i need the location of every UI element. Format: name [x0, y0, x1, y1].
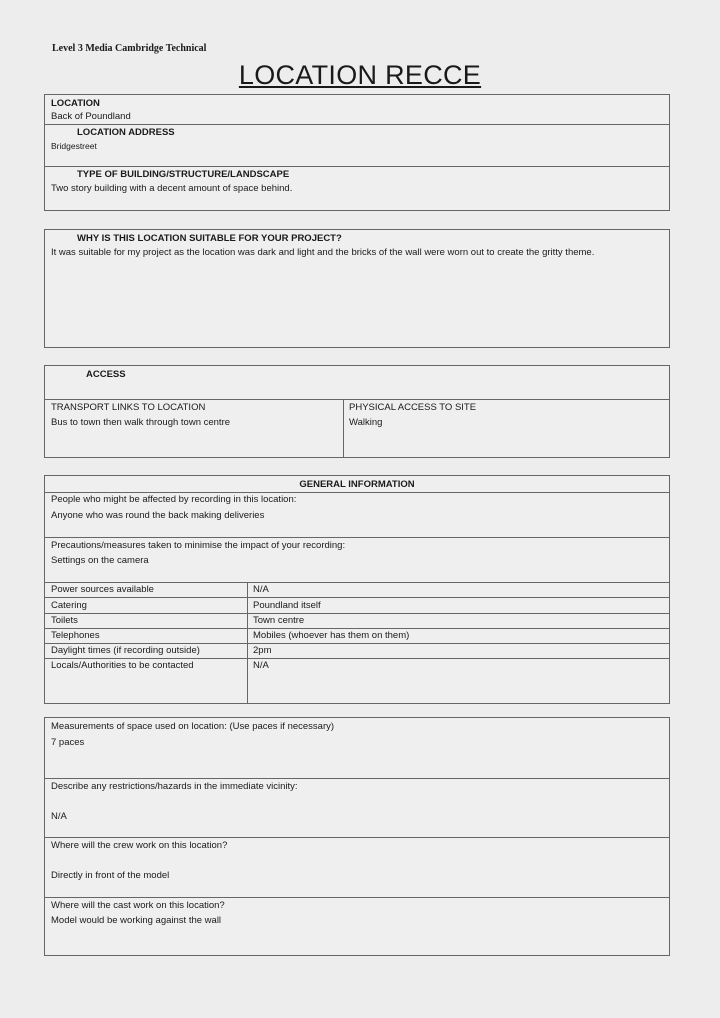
general-information-label: GENERAL INFORMATION	[299, 479, 415, 490]
table-row-value: 2pm	[253, 645, 272, 656]
address-label: LOCATION ADDRESS	[77, 127, 175, 138]
address-value: Bridgestreet	[51, 141, 97, 151]
affected-value: Anyone who was round the back making deliveries	[51, 510, 265, 521]
building-type-value: Two story building with a decent amount of space behind.	[51, 183, 293, 194]
transport-label: TRANSPORT LINKS TO LOCATION	[51, 402, 206, 413]
access-section	[44, 365, 670, 458]
crew-label: Where will the crew work on this location?	[51, 840, 228, 851]
measurements-label: Measurements of space used on location: (Use paces if necessary)	[51, 721, 335, 732]
details-section	[44, 717, 670, 956]
table-row-value: Poundland itself	[253, 600, 321, 611]
precautions-value: Settings on the camera	[51, 555, 149, 566]
table-row-label: Daylight times (if recording outside)	[51, 645, 200, 656]
general-information-section	[44, 475, 670, 704]
table-row-label: Toilets	[51, 615, 78, 626]
cast-value: Model would be working against the wall	[51, 915, 222, 926]
restrictions-value: N/A	[51, 811, 67, 822]
suitability-label: WHY IS THIS LOCATION SUITABLE FOR YOUR PROJECT?	[77, 233, 342, 244]
table-row-value: N/A	[253, 660, 269, 671]
table-row-value: N/A	[253, 584, 269, 595]
table-row-label: Catering	[51, 600, 87, 611]
suitability-section	[44, 229, 670, 348]
cast-label: Where will the cast work on this location?	[51, 900, 225, 911]
course-header: Level 3 Media Cambridge Technical	[52, 43, 207, 54]
crew-value: Directly in front of the model	[51, 870, 170, 881]
affected-label: People who might be affected by recording in this location:	[51, 494, 297, 505]
restrictions-label: Describe any restrictions/hazards in the immediate vicinity:	[51, 781, 298, 792]
access-label: ACCESS	[86, 369, 126, 380]
precautions-label: Precautions/measures taken to minimise the impact of your recording:	[51, 540, 346, 551]
building-type-label: TYPE OF BUILDING/STRUCTURE/LANDSCAPE	[77, 169, 290, 180]
table-row-label: Telephones	[51, 630, 100, 641]
location-section	[44, 94, 670, 211]
location-label: LOCATION	[51, 98, 100, 109]
physical-access-label: PHYSICAL ACCESS TO SITE	[349, 402, 477, 413]
suitability-value: It was suitable for my project as the location was dark and light and the bricks of the wall were worn out to create the gritty theme.	[51, 247, 595, 258]
location-value: Back of Poundland	[51, 111, 131, 122]
table-row-label: Power sources available	[51, 584, 154, 595]
table-row-label: Locals/Authorities to be contacted	[51, 660, 194, 671]
table-row-value: Town centre	[253, 615, 305, 626]
table-row-value: Mobiles (whoever has them on them)	[253, 630, 410, 641]
transport-value: Bus to town then walk through town centre	[51, 417, 231, 428]
physical-access-value: Walking	[349, 417, 383, 428]
page-title: LOCATION RECCE	[238, 60, 482, 90]
measurements-value: 7 paces	[51, 737, 85, 748]
